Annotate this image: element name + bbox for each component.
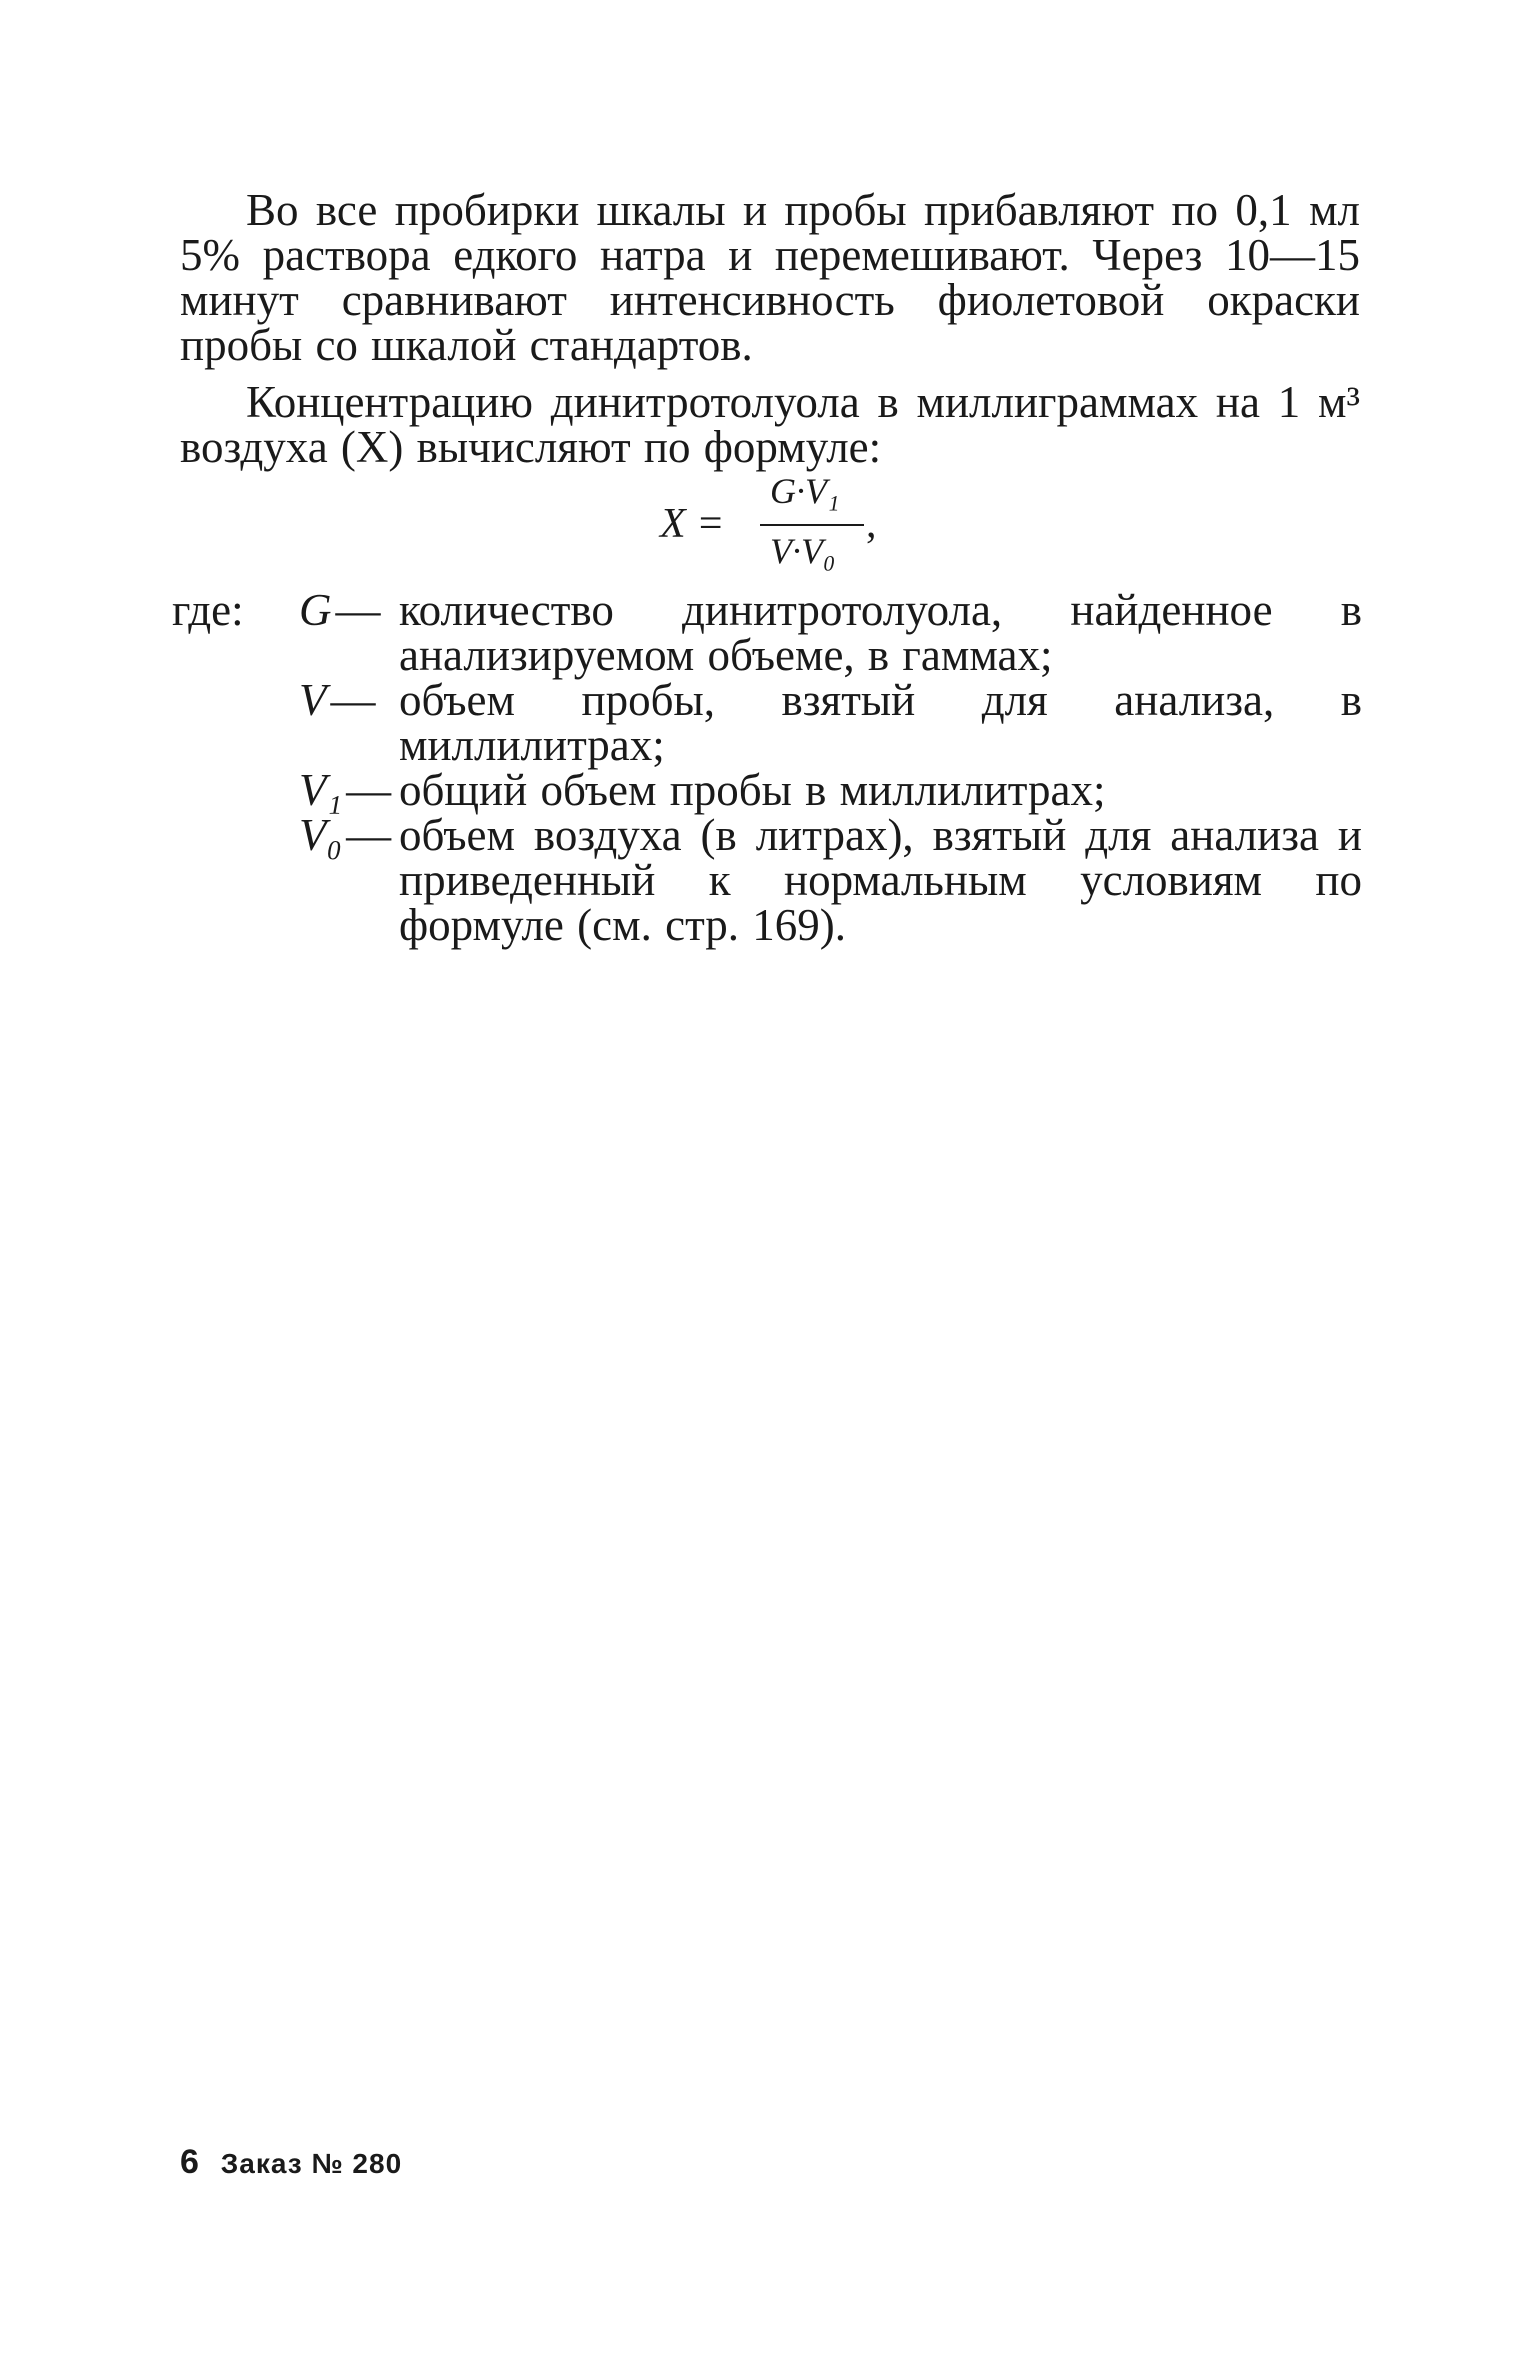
definition-text-g: количество динитротолуола, найденное в анализируемом объеме, в гаммах; [399, 585, 1362, 680]
concentration-formula [660, 470, 940, 580]
definition-dash: — [346, 810, 392, 860]
paragraph-concentration: Концентрацию динитротолуола в миллиграммах на 1 м³ воздуха (X) вычисляют по формуле: [180, 377, 1360, 472]
definition-text-v1: общий объем пробы в миллилитрах; [399, 765, 1106, 815]
where-label: где: [172, 585, 244, 635]
definition-dash: — [330, 675, 376, 725]
symbol-v: V [299, 675, 327, 725]
definition-text-v0: объем воздуха (в литрах), взятый для анализа и приведенный к нормальным условиям по формуле (см. стр. 169). [399, 810, 1362, 950]
order-number: Заказ № 280 [220, 2148, 403, 2179]
printer-footer [180, 2143, 402, 2182]
definition-row-v1 [172, 765, 1362, 815]
body-text [180, 185, 1360, 472]
formula-numerator: G·V₁ [770, 471, 840, 511]
definition-row-v [172, 675, 1362, 770]
definition-symbol [299, 810, 399, 860]
definition-symbol [299, 585, 399, 635]
signature-mark: 6 [180, 2143, 200, 2181]
symbol-g: G [299, 585, 332, 635]
symbol-v1: V₁ [299, 765, 343, 815]
formula-denominator: V·V₀ [770, 531, 836, 571]
definition-row-v0 [172, 810, 1362, 950]
symbol-v0: V₀ [299, 810, 343, 860]
fraction-bar [760, 524, 864, 526]
definition-symbol [299, 765, 399, 815]
definition-text-v: объем пробы, взятый для анализа, в миллилитрах; [399, 675, 1362, 770]
definition-symbol [299, 675, 399, 725]
definition-row-g [172, 585, 1362, 680]
formula-comma: , [866, 501, 877, 547]
definition-dash: — [335, 585, 381, 635]
variable-definitions [172, 585, 1362, 950]
formula-lhs: X = [660, 501, 725, 547]
definition-dash: — [346, 765, 392, 815]
paragraph-procedure: Во все пробирки шкалы и пробы прибавляют по 0,1 мл 5% раствора едкого натра и перемешивают. Через 10—15 минут сравнивают интенсивность фиолетовой окраски пробы со шкалой стандартов. [180, 185, 1360, 370]
